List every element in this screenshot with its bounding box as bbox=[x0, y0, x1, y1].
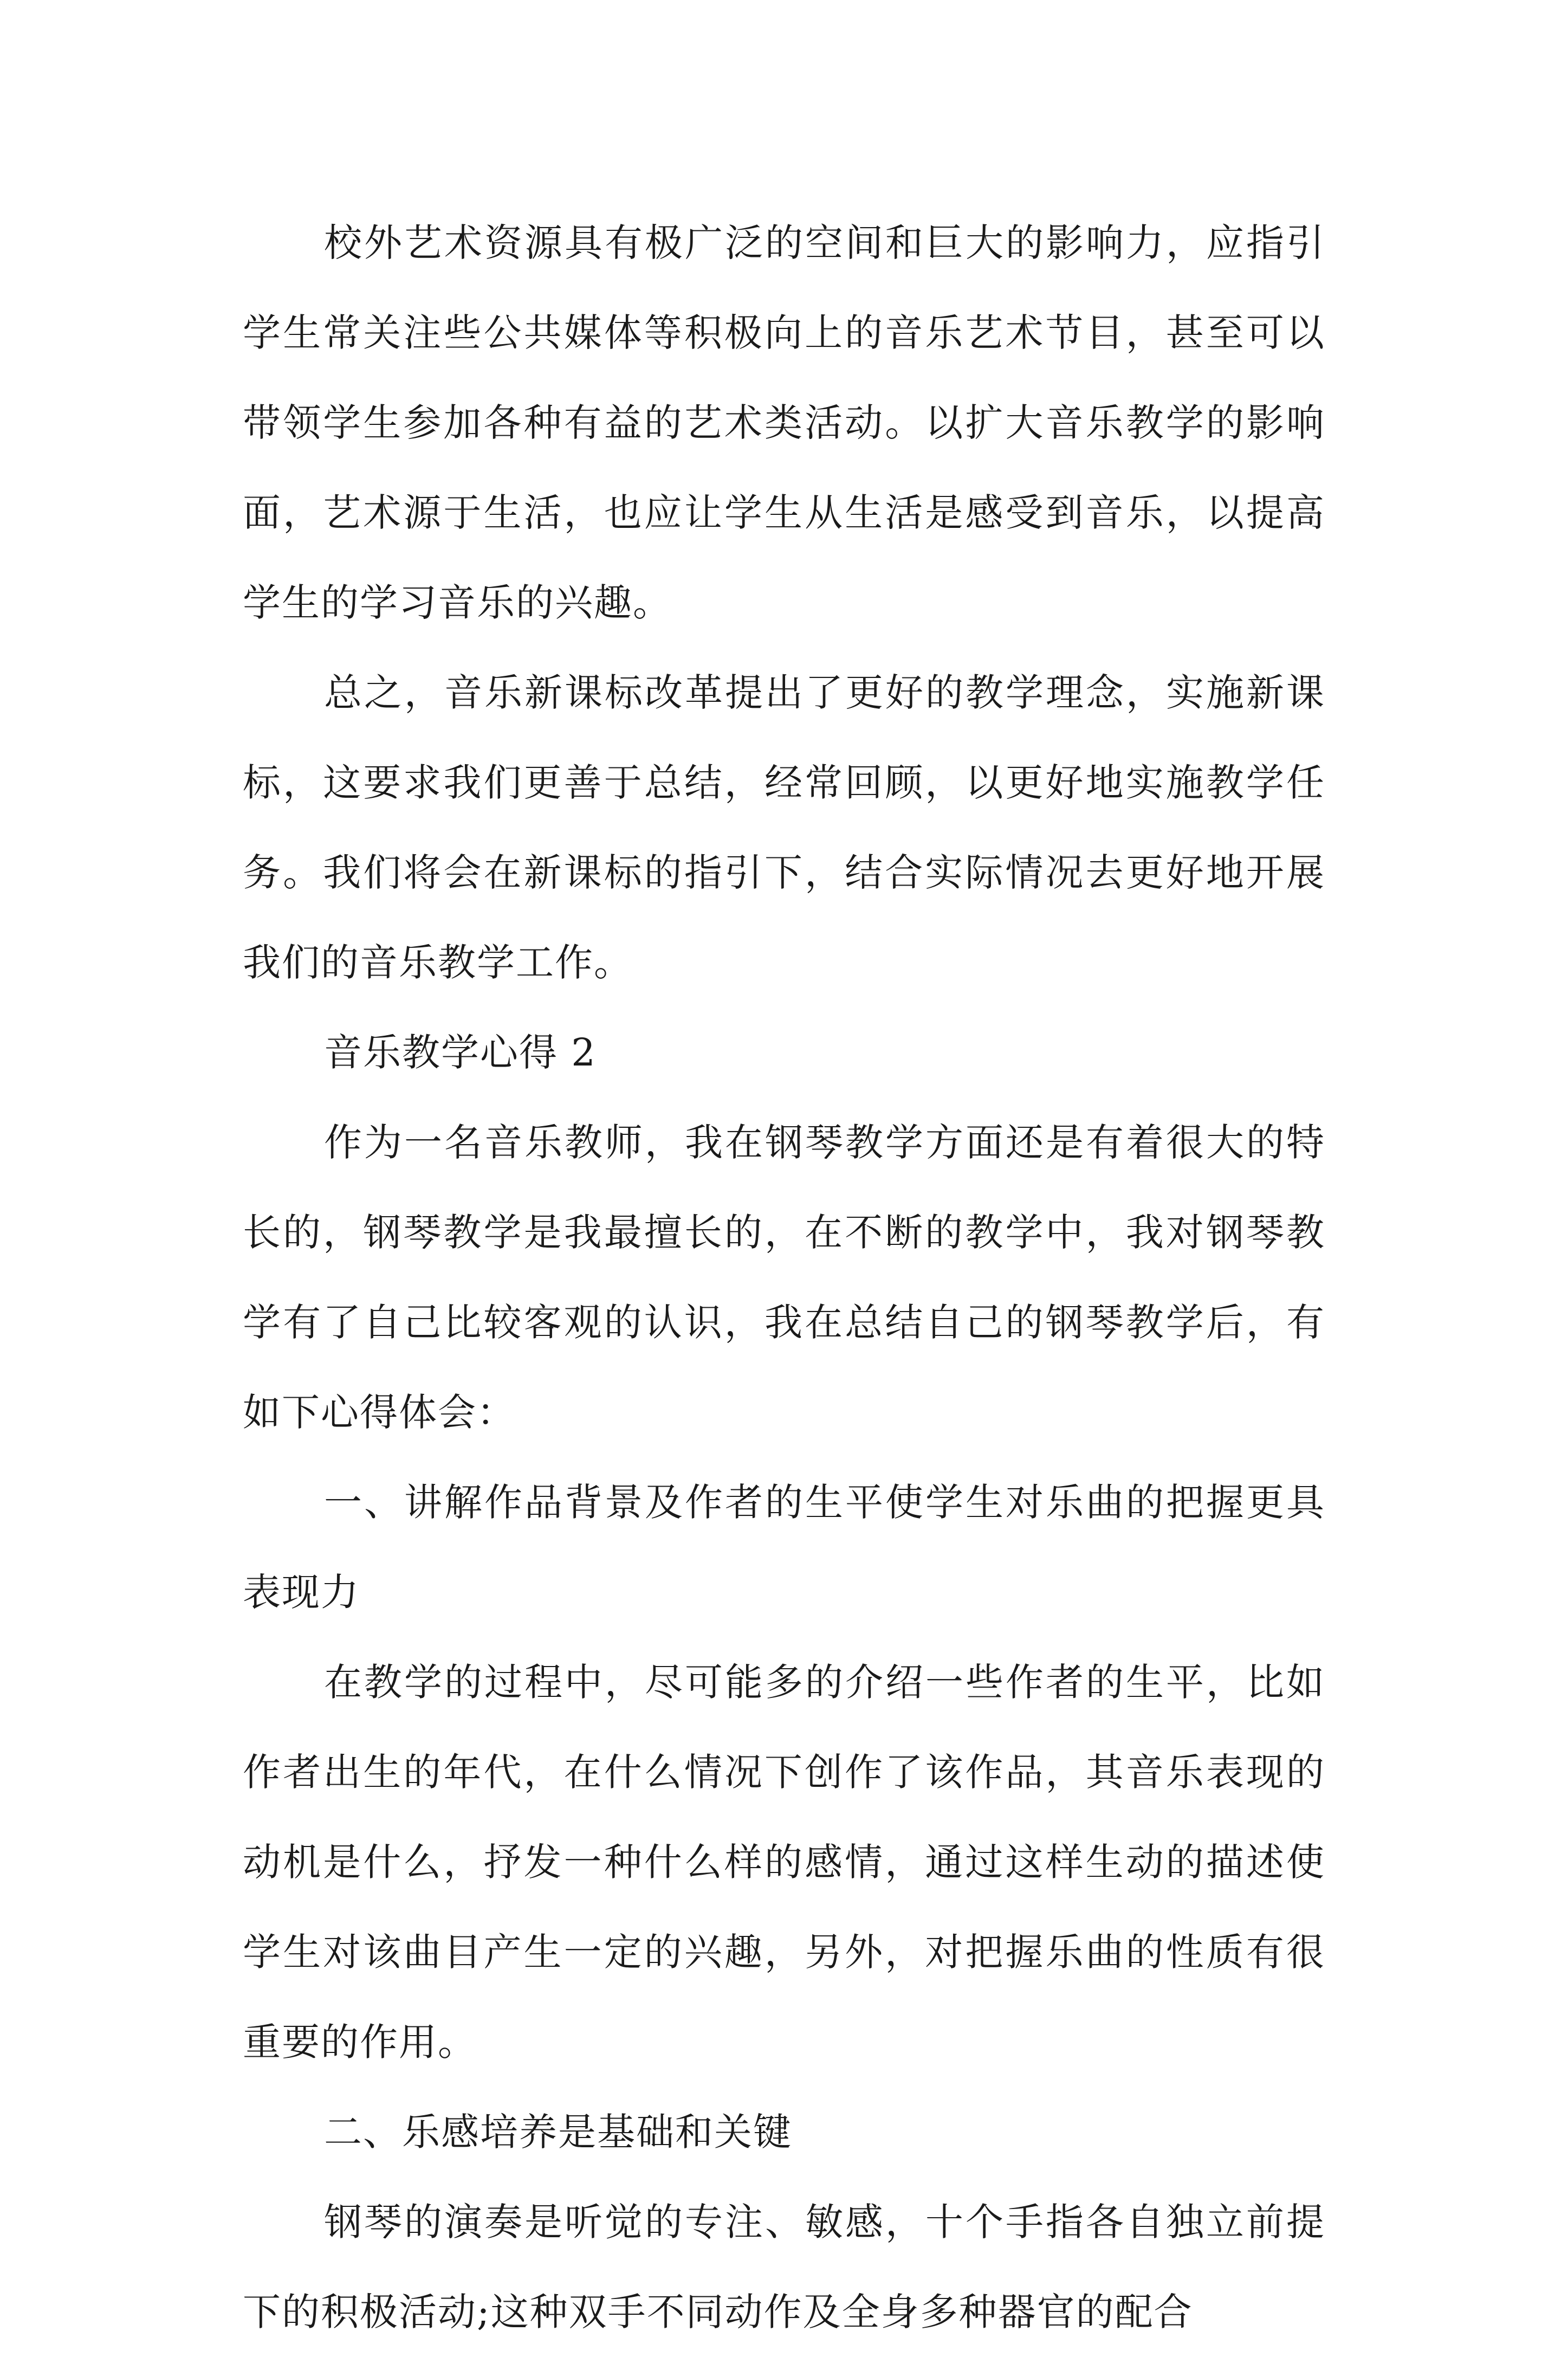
section-heading-music-teaching-2: 音乐教学心得 2 bbox=[324, 1030, 597, 1075]
paragraph-piano-intro: 作为一名音乐教师，我在钢琴教学方面还是有着很大的特长的，钢琴教学是我最擅长的，在不断的教学中，我对钢琴教学有了自己比较客观的认识，我在总结自己的钢琴教学后，有如下心得体会： bbox=[243, 1120, 1325, 1435]
document-body bbox=[243, 198, 1325, 2357]
paragraph-composer-life: 在教学的过程中，尽可能多的介绍一些作者的生平，比如作者出生的年代，在什么情况下创作了该作品，其音乐表现的动机是什么，抒发一种什么样的感情，通过这样生动的描述使学生对该曲目产生一定的兴趣，另外，对把握乐曲的性质有很重要的作用。 bbox=[243, 1660, 1325, 2064]
paragraph-piano-performance: 钢琴的演奏是听觉的专注、敏感，十个手指各自独立前提下的积极活动;这种双手不同动作及全身多种器官的配合 bbox=[243, 2200, 1325, 2334]
paragraph-art-resources: 校外艺术资源具有极广泛的空间和巨大的影响力，应指引学生常关注些公共媒体等积极向上的音乐艺术节目，甚至可以带领学生参加各种有益的艺术类活动。以扩大音乐教学的影响面，艺术源于生活，也应让学生从生活是感受到音乐，以提高学生的学习音乐的兴趣。 bbox=[243, 221, 1325, 625]
paragraph-conclusion: 总之，音乐新课标改革提出了更好的教学理念，实施新课标，这要求我们更善于总结，经常回顾，以更好地实施教学任务。我们将会在新课标的指引下，结合实际情况去更好地开展我们的音乐教学工作。 bbox=[243, 670, 1325, 985]
subheading-musical-sense: 二、乐感培养是基础和关键 bbox=[324, 2110, 792, 2154]
subheading-background-explanation: 一、讲解作品背景及作者的生平使学生对乐曲的把握更具表现力 bbox=[243, 1480, 1325, 1615]
